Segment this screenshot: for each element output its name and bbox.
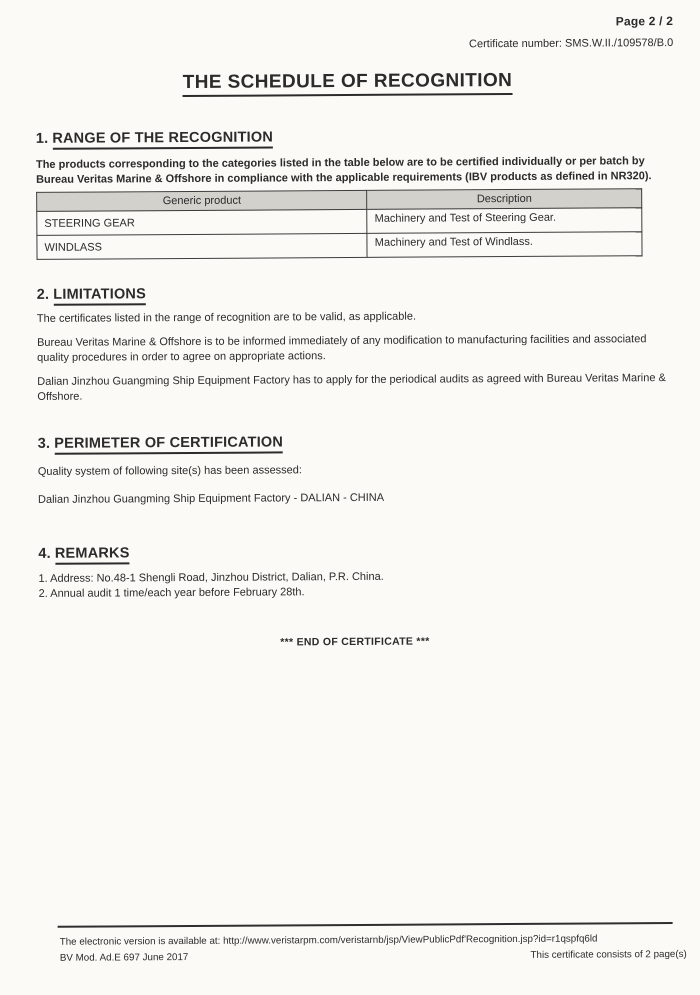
document-title (0, 69, 698, 95)
section-number: 4. (38, 545, 51, 563)
section-number: 2. (36, 287, 50, 304)
remarks-list (38, 568, 670, 602)
page-count-note: This certificate consists of 2 page(s) (530, 948, 687, 961)
footer-row (60, 949, 687, 964)
range-intro-paragraph: The products corresponding to the categories listed in the table below are to be certified individually or per batch by Bureau Veritas Marine & Offshore in compliance with the applicable requirements (IBV products as defined in NR320). (35, 155, 652, 186)
perimeter-site-line: Dalian Jinzhou Guangming Ship Equipment Factory - DALIAN - CHINA (37, 492, 385, 507)
electronic-version-note: The electronic version is available at: http://www.veristarpm.com/veristarnb/jsp/ViewPublicPdf'Recognition.jsp?id=r1qspfq6ld (59, 933, 598, 948)
limitations-paragraph: Bureau Veritas Marine & Offshore is to be informed immediately of any modification to manufacturing facilities and associated quality procedures in order to agree on appropriate actions. (37, 333, 647, 364)
products-table (36, 188, 642, 260)
footer-divider (58, 922, 673, 928)
section-heading-text: RANGE OF THE RECOGNITION (52, 129, 273, 149)
cell-generic-product: WINDLASS (37, 234, 367, 260)
section-limitations-heading (37, 283, 669, 303)
cell-generic-product: STEERING GEAR (37, 210, 367, 236)
perimeter-paragraph: Quality system of following site(s) has been assessed: (37, 464, 303, 479)
section-remarks (38, 542, 670, 602)
end-of-certificate-marker: *** END OF CERTIFICATE *** (280, 635, 430, 649)
section-range-of-recognition (36, 127, 669, 260)
column-header-description: Description (367, 189, 642, 210)
section-number: 3. (37, 436, 51, 453)
remark-item: 1. Address: No.48-1 Shengli Road, Jinzhou District, Dalian, P.R. China. (38, 570, 384, 586)
section-heading-text: REMARKS (55, 546, 130, 565)
section-limitations (37, 283, 670, 404)
cell-description: Machinery and Test of Steering Gear. (367, 208, 642, 234)
section-heading-text: PERIMETER OF CERTIFICATION (54, 435, 283, 455)
page-header (0, 0, 697, 53)
section-perimeter-heading (38, 433, 670, 453)
section-number: 1. (35, 130, 49, 147)
section-heading-text: LIMITATIONS (53, 286, 146, 306)
limitations-paragraph: Dalian Jinzhou Guangming Ship Equipment Factory has to apply for the periodical audits as agreed with Bureau Veritas Marine & Offshore. (37, 371, 666, 403)
table-row (37, 232, 642, 260)
page-number-label: Page 2 / 2 (615, 14, 674, 29)
form-reference: BV Mod. Ad.E 697 June 2017 (59, 951, 189, 964)
certificate-number-label: Certificate number: SMS.W.II./109578/B.0 (468, 37, 674, 51)
document-title-text: THE SCHEDULE OF RECOGNITION (183, 70, 513, 97)
section-range-heading (36, 127, 668, 147)
page-footer (3, 922, 700, 964)
document-body (0, 127, 700, 650)
remark-item: 2. Annual audit 1 time/each year before February 28th. (38, 586, 305, 600)
column-header-generic-product: Generic product (37, 191, 367, 212)
table-row (37, 208, 642, 236)
section-perimeter-of-certification (38, 433, 670, 509)
cell-description: Machinery and Test of Windlass. (367, 232, 642, 258)
section-remarks-heading (38, 542, 670, 562)
limitations-paragraph: The certificates listed in the range of recognition are to be valid, as applicable. (36, 310, 417, 326)
